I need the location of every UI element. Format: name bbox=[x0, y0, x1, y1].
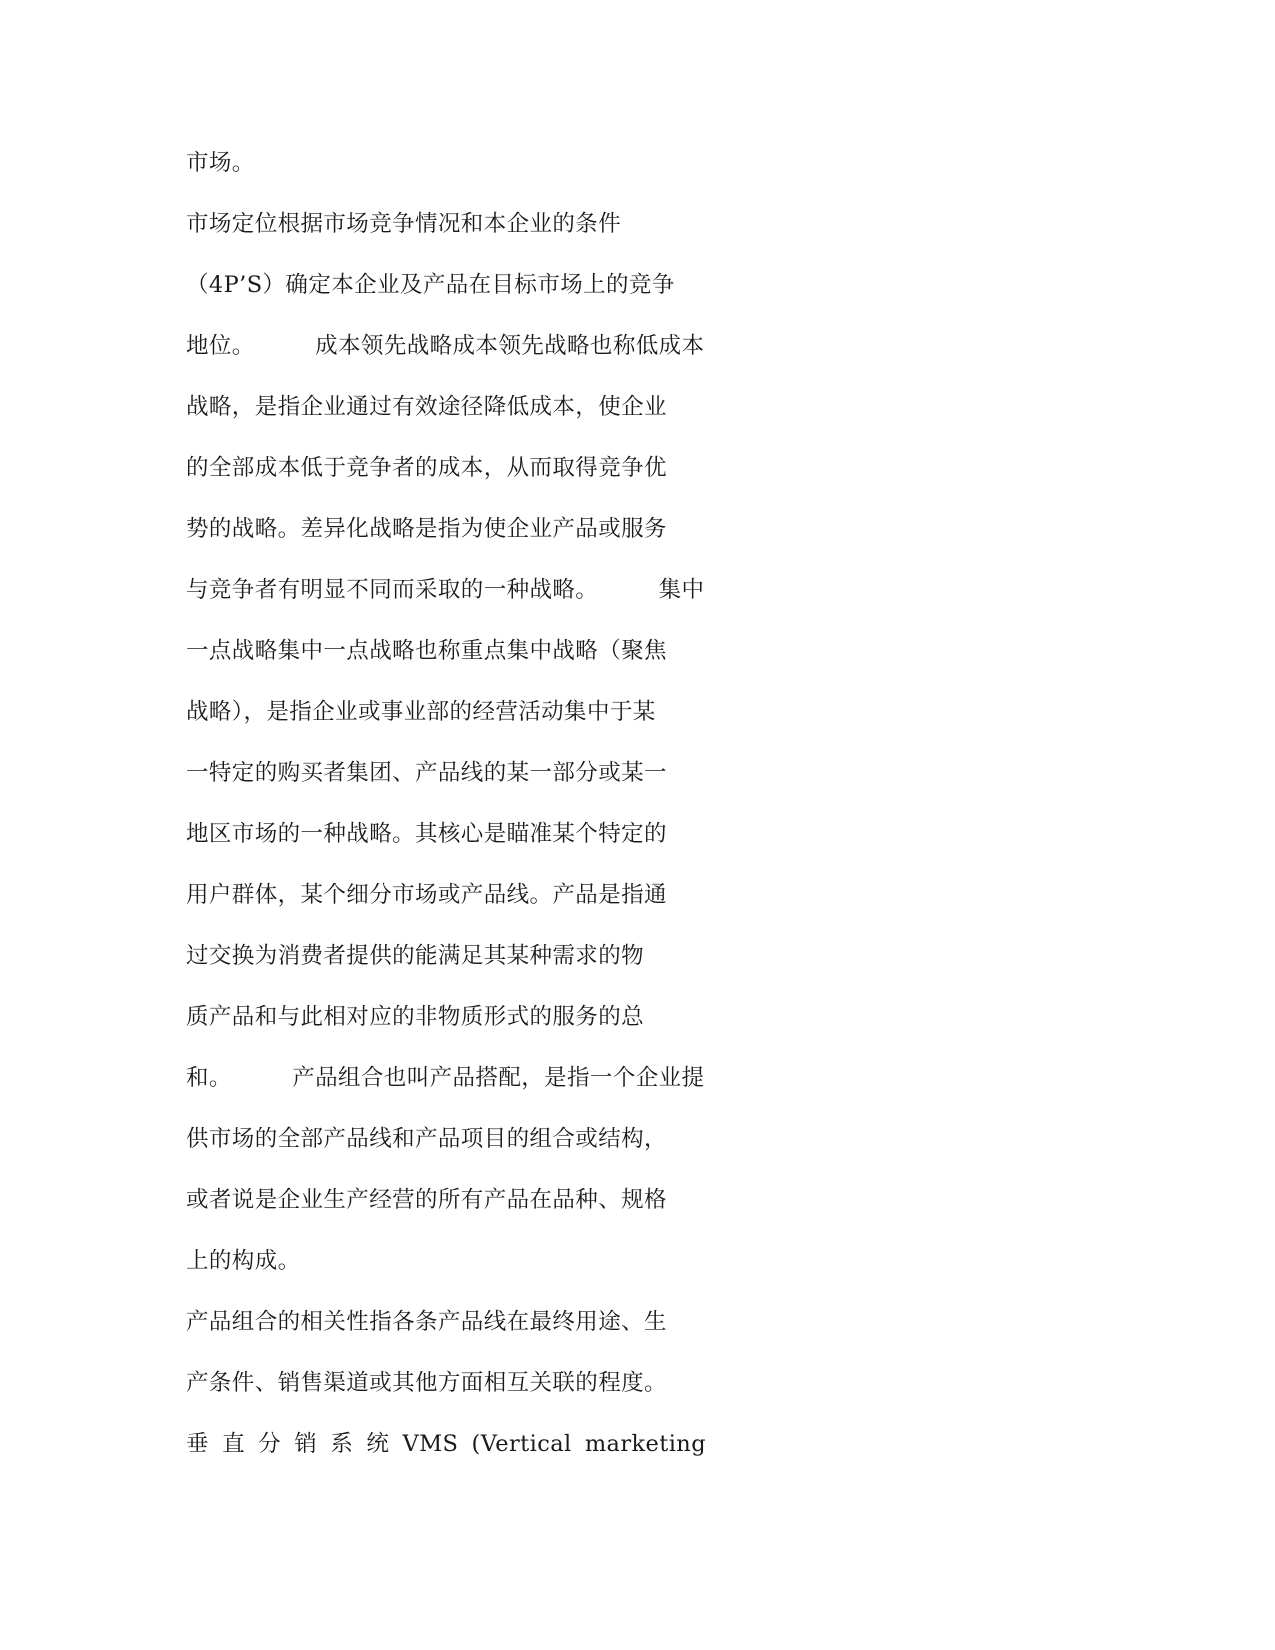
text-line: 和。 产品组合也叫产品搭配，是指一个企业提 bbox=[186, 1065, 705, 1091]
text-line: （4P’S）确定本企业及产品在目标市场上的竞争 bbox=[186, 272, 675, 298]
text-line: 过交换为消费者提供的能满足其某种需求的物 bbox=[186, 943, 645, 969]
text-line-justified bbox=[186, 1422, 706, 1483]
justified-word: 分 bbox=[258, 1431, 282, 1457]
text-line: 产品组合的相关性指各条产品线在最终用途、生 bbox=[186, 1309, 667, 1335]
text-line: 产条件、销售渠道或其他方面相互关联的程度。 bbox=[186, 1370, 667, 1396]
text-line: 战略），是指企业或事业部的经营活动集中于某 bbox=[186, 699, 656, 725]
text-line: 与竞争者有明显不同而采取的一种战略。 集中 bbox=[186, 577, 705, 603]
justified-word: 系 bbox=[330, 1431, 354, 1457]
text-line: 市场。 bbox=[186, 150, 255, 176]
text-line: 一特定的购买者集团、产品线的某一部分或某一 bbox=[186, 760, 667, 786]
text-line: 或者说是企业生产经营的所有产品在品种、规格 bbox=[186, 1187, 667, 1213]
justified-word: marketing bbox=[584, 1431, 706, 1457]
text-line: 地位。 成本领先战略成本领先战略也称低成本 bbox=[186, 333, 705, 359]
justified-word: 直 bbox=[222, 1431, 245, 1457]
text-line: 用户群体，某个细分市场或产品线。产品是指通 bbox=[186, 882, 667, 908]
text-line: 一点战略集中一点战略也称重点集中战略（聚焦 bbox=[186, 638, 667, 664]
justified-word: (Vertical bbox=[471, 1431, 572, 1457]
text-line: 上的构成。 bbox=[186, 1248, 301, 1274]
justified-word: VMS bbox=[402, 1431, 459, 1457]
text-line: 势的战略。差异化战略是指为使企业产品或服务 bbox=[186, 516, 667, 542]
text-line: 战略，是指企业通过有效途径降低成本，使企业 bbox=[186, 394, 667, 420]
justified-word: 销 bbox=[294, 1431, 318, 1457]
text-line: 地区市场的一种战略。其核心是瞄准某个特定的 bbox=[186, 821, 667, 847]
justified-word: 统 bbox=[366, 1431, 390, 1457]
body-text bbox=[186, 141, 746, 1483]
text-line: 的全部成本低于竞争者的成本，从而取得竞争优 bbox=[186, 455, 667, 481]
text-line: 质产品和与此相对应的非物质形式的服务的总 bbox=[186, 1004, 645, 1030]
text-line: 供市场的全部产品线和产品项目的组合或结构， bbox=[186, 1126, 667, 1152]
justified-word: 垂 bbox=[186, 1431, 209, 1457]
text-line: 市场定位根据市场竞争情况和本企业的条件 bbox=[186, 211, 622, 237]
